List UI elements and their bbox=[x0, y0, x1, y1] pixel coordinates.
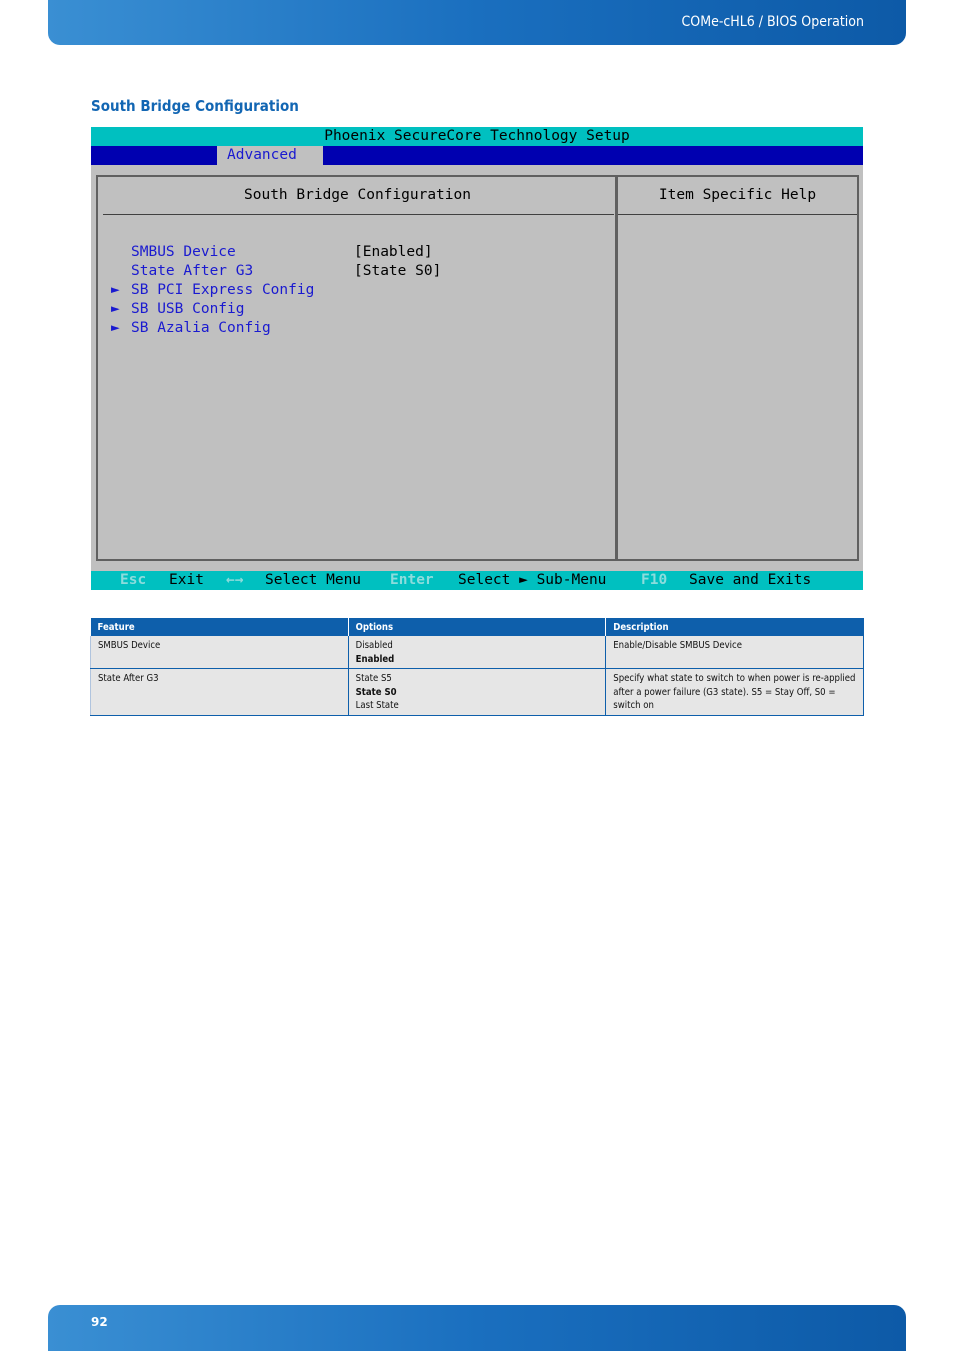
left-right-arrows-icon: ←→ bbox=[226, 572, 244, 588]
bios-panel-divider bbox=[103, 214, 614, 215]
page-footer-bar bbox=[48, 1305, 906, 1351]
bios-status-bar bbox=[91, 571, 863, 590]
key-enter-desc: Select ► Sub-Menu bbox=[458, 572, 607, 588]
table-cell-feature: SMBUS Device bbox=[91, 636, 349, 669]
key-esc: Esc bbox=[120, 572, 147, 588]
page-number: 92 bbox=[91, 1315, 108, 1329]
key-f10: F10 bbox=[641, 572, 668, 588]
table-row bbox=[91, 636, 864, 669]
column-header-feature: Feature bbox=[91, 618, 349, 636]
table-cell-options bbox=[348, 669, 606, 716]
column-header-options: Options bbox=[348, 618, 606, 636]
key-esc-desc: Exit bbox=[169, 572, 204, 588]
table-header-row bbox=[91, 618, 864, 636]
key-f10-desc: Save and Exits bbox=[689, 572, 812, 588]
bios-item-smbus-device[interactable]: SMBUS Device bbox=[131, 244, 236, 260]
option-value-default: State S0 bbox=[355, 686, 397, 698]
bios-title-bar: Phoenix SecureCore Technology Setup bbox=[91, 127, 863, 146]
option-value: State S5 bbox=[355, 673, 392, 684]
table-cell-description: Specify what state to switch to when power is re-applied after a power failure (G3 state). S5 = Stay Off, S0 = switch on bbox=[606, 669, 864, 716]
bios-item-sb-pci-express-config[interactable]: SB PCI Express Config bbox=[131, 282, 315, 298]
table-cell-feature: State After G3 bbox=[91, 669, 349, 716]
option-value: Last State bbox=[355, 700, 399, 711]
section-heading: South Bridge Configuration bbox=[91, 97, 299, 115]
key-arrows-desc: Select Menu bbox=[265, 572, 362, 588]
submenu-arrow-icon: ► bbox=[111, 320, 120, 336]
table-row bbox=[91, 669, 864, 716]
bios-screenshot bbox=[91, 127, 863, 590]
bios-item-sb-usb-config[interactable]: SB USB Config bbox=[131, 301, 245, 317]
bios-value-state-after-g3[interactable]: [State S0] bbox=[354, 263, 442, 279]
table-cell-options bbox=[348, 636, 606, 669]
submenu-arrow-icon: ► bbox=[111, 282, 120, 298]
bios-help-panel bbox=[616, 175, 859, 561]
bios-help-divider bbox=[618, 214, 857, 215]
key-enter: Enter bbox=[390, 572, 434, 588]
table-cell-description: Enable/Disable SMBUS Device bbox=[606, 636, 864, 669]
option-value-default: Enabled bbox=[355, 653, 395, 665]
bios-help-title: Item Specific Help bbox=[658, 187, 817, 203]
option-value: Disabled bbox=[355, 640, 393, 651]
column-header-description: Description bbox=[606, 618, 864, 636]
bios-item-state-after-g3[interactable]: State After G3 bbox=[131, 263, 254, 279]
bios-tab-advanced[interactable]: Advanced bbox=[217, 146, 323, 165]
submenu-arrow-icon: ► bbox=[111, 301, 120, 317]
bios-value-smbus-device[interactable]: [Enabled] bbox=[354, 244, 433, 260]
bios-main-panel bbox=[96, 175, 617, 561]
bios-panel-title: South Bridge Configuration bbox=[244, 187, 471, 203]
bios-item-sb-azalia-config[interactable]: SB Azalia Config bbox=[131, 320, 271, 336]
page-header-bar bbox=[48, 0, 906, 45]
bios-menu-bar bbox=[91, 146, 863, 165]
header-title: COMe-cHL6 / BIOS Operation bbox=[681, 14, 864, 30]
options-table bbox=[90, 618, 864, 716]
